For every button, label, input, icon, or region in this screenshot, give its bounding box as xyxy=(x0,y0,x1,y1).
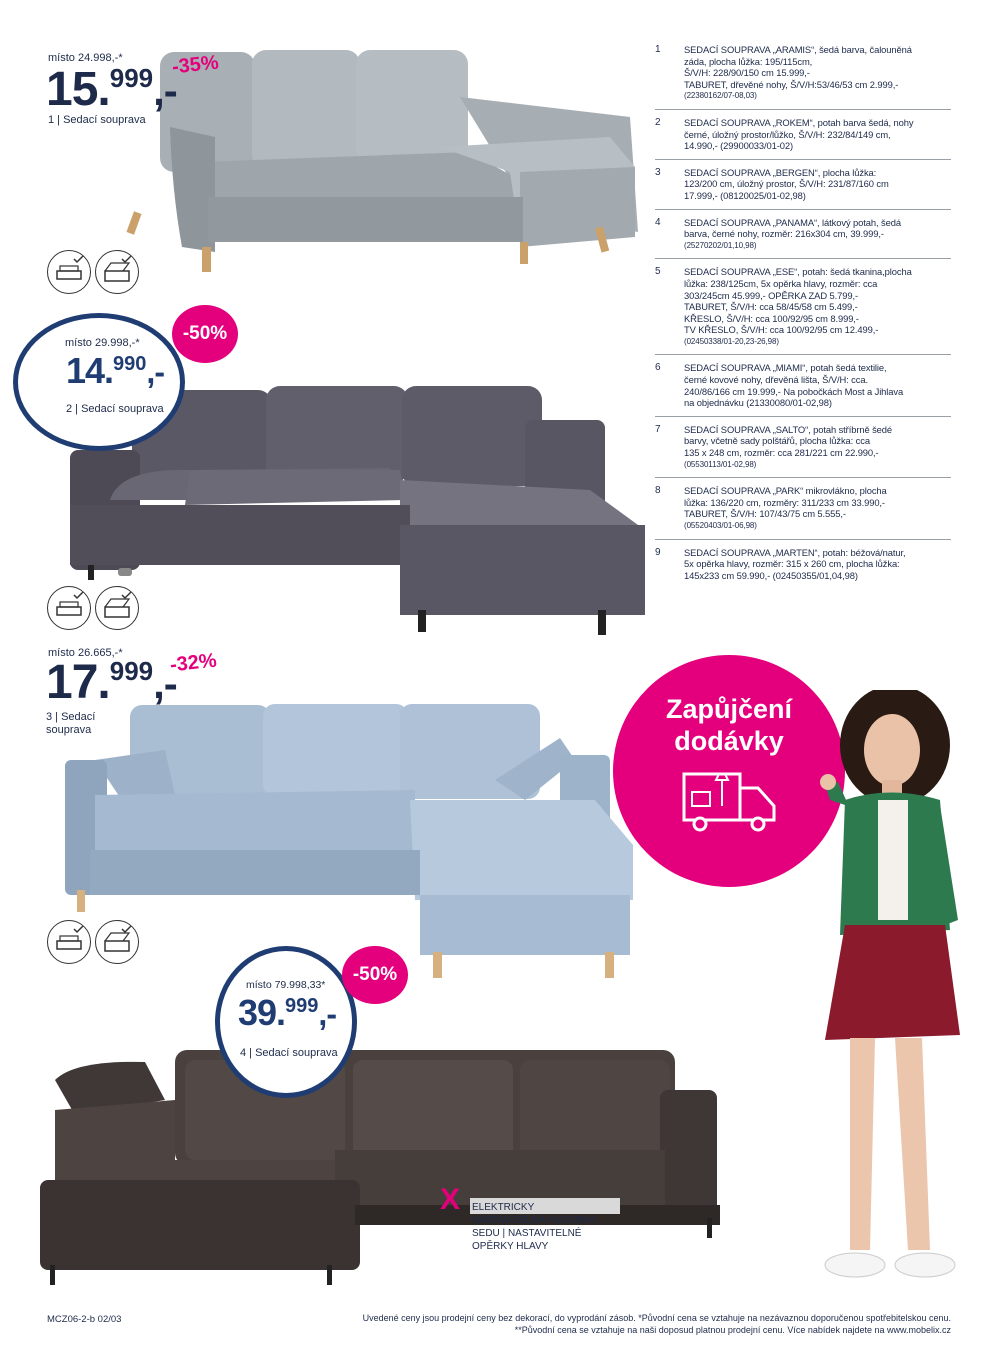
offer-4-price: 39.999,- xyxy=(238,992,336,1033)
feature-icons-3 xyxy=(47,920,139,964)
offer-2-was-price: místo 29.998,-* xyxy=(65,337,140,349)
offer-2-caption: 2 | Sedací souprava xyxy=(66,403,164,415)
feature-text: ELEKTRICKY NASTAVITELNÁ HLOUBKA SEDU | NASTAVITELNÉ OPĚRKY HLAVY xyxy=(472,1202,597,1252)
product-item: 9 SEDACÍ SOUPRAVA „MARTEN“, potah: béžová/natur, 5x opěrka hlavy, rozměr: 315 x 260 cm, plocha lůžka: 145x233 cm 59.990,- (02450355/01,04,98) xyxy=(655,546,906,581)
feature-icons-1 xyxy=(47,250,139,294)
offer-3-discount: -32% xyxy=(168,649,218,677)
product-item: 6 SEDACÍ SOUPRAVA „MIAMI“, potah šedá textilie, černé kovové nohy, dřevěná lišta, Š/V/H: cca. 240/86/166 cm 19.999,- Na pobočkách Most a Jihlava na objednávku (21330080/01-02,98) xyxy=(655,362,951,416)
footer-code: MCZ06-2-b 02/03 xyxy=(47,1314,122,1325)
offer-4-discount: -50% xyxy=(342,946,408,1004)
offer-1-caption: 1 | Sedací souprava xyxy=(48,114,146,126)
product-item: 8 SEDACÍ SOUPRAVA „PARK“ mikrovlákno, plocha lůžka: 136/220 cm, rozměry: 311/233 cm 33.990,- TABURET, Š/V/H: 107/43/75 cm 5.555,- (05520403/01-06,98) xyxy=(655,485,951,539)
delivery-van-icon xyxy=(680,770,780,836)
product-item: 3 SEDACÍ SOUPRAVA „BERGEN“, plocha lůžka: 123/200 cm, úložný prostor, Š/V/H: 231/87/160 cm 17.999,- (08120025/01-02,98) xyxy=(655,167,951,210)
offer-1-discount: -35% xyxy=(170,51,220,79)
sofa-3-image xyxy=(55,700,645,990)
product-item: 4 SEDACÍ SOUPRAVA „PANAMA“, látkový potah, šedá barva, černé nohy, rozměr: 216x304 cm, 39.999,- (25270202/01,10,98) xyxy=(655,217,951,260)
offer-2-price: 14.990,- xyxy=(66,350,164,391)
storage-box-icon xyxy=(95,250,139,294)
offer-4-caption: 4 | Sedací souprava xyxy=(240,1047,338,1059)
feature-x-mark: X xyxy=(440,1183,461,1216)
sofa-bed-icon xyxy=(47,920,91,964)
sofa-4-image xyxy=(35,1040,725,1290)
footer-disclaimer-1: Uvedené ceny jsou prodejní ceny bez dekorací, do vyprodání zásob. *Původní cena se vztahuje na nezávaznou doporučenou spotřebitelskou cenu. xyxy=(362,1313,951,1323)
storage-box-icon xyxy=(95,586,139,630)
product-item: 1 SEDACÍ SOUPRAVA „ARAMIS“, šedá barva, čalouněná záda, plocha lůžka: 195/115cm, Š/V/H: 228/90/150 cm 15.999,- TABURET, dřevěné nohy, Š/V/H:53/46/53 cm 2.999,- (22380162/07-08,03) xyxy=(655,44,951,110)
offer-1-was-price: místo 24.998,-* xyxy=(48,52,123,64)
delivery-promo-text: Zapůjčení dodávky xyxy=(665,694,793,756)
product-item: 7 SEDACÍ SOUPRAVA „SALTO“, potah stříbrně šedé barvy, včetně sady polštářů, plocha lůžka: cca 135 x 248 cm, rozměr: cca 281/221 cm 22.990,- (05530113/01-02,98) xyxy=(655,424,951,478)
storage-box-icon xyxy=(95,920,139,964)
product-list xyxy=(655,44,951,595)
offer-3-price: 17.999,- xyxy=(46,656,177,709)
model-woman-image xyxy=(800,690,970,1300)
sofa-bed-icon xyxy=(47,586,91,630)
offer-3-caption: 3 | Sedací souprava xyxy=(46,711,96,736)
product-item: 5 SEDACÍ SOUPRAVA „ESE“, potah: šedá tkanina,plocha lůžka: 238/125cm, 5x opěrka hlavy, rozměr: cca 303/245cm 45.999,- OPĚRKA ZAD 5.799,- TABURET, Š/V/H: cca 58/45/58 cm 5.499,- KŘESLO, Š/V/H: cca 100/92/95 cm 8.999,- TV KŘESLO, Š/V/H: cca 100/92/95 cm 12.499,- (02450338/01-20,23-26,98) xyxy=(655,266,951,355)
sofa-bed-icon xyxy=(47,250,91,294)
offer-1-price: 15.999,- xyxy=(46,63,177,116)
offer-2-discount: -50% xyxy=(172,305,238,363)
offer-3-was-price: místo 26.665,-* xyxy=(48,647,123,659)
feature-icons-2 xyxy=(47,586,139,630)
footer-disclaimer-2: **Původní cena se vztahuje na naši doposud platnou prodejní cenu. Více nabídek najdete na www.mobelix.cz xyxy=(514,1325,951,1335)
offer-4-was-price: místo 79.998,33* xyxy=(246,979,326,991)
product-item: 2 SEDACÍ SOUPRAVA „ROKEM“, potah barva šedá, nohy černé, úložný prostor/lůžko, Š/V/H: 232/84/149 cm, 14.990,- (29900033/01-02) xyxy=(655,117,951,160)
